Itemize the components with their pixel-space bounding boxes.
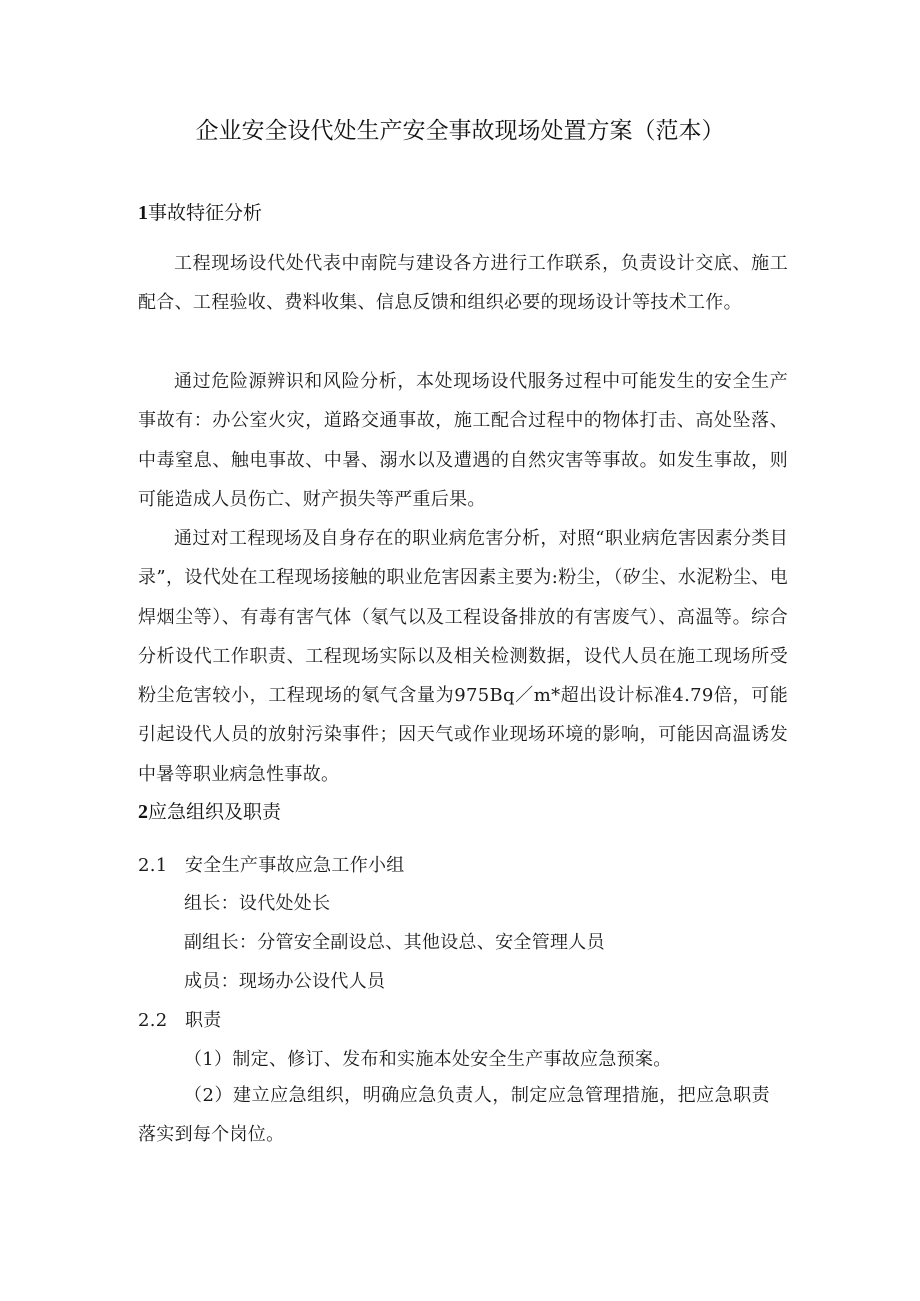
document-title: 企业安全设代处生产安全事故现场处置方案（范本） bbox=[195, 118, 725, 144]
section-1-number: 1 bbox=[138, 202, 148, 224]
subsection-2-2-title: 职责 bbox=[185, 1010, 222, 1031]
team-deputy-line: 副组长：分管安全副设总、其他设总、安全管理人员 bbox=[184, 932, 605, 953]
subsection-2-2-heading bbox=[138, 1006, 222, 1032]
section-1-paragraph-2: 通过危险源辨识和风险分析，本处现场设代服务过程中可能发生的安全生产事故有：办公室火灾，道路交通事故，施工配合过程中的物体打击、高处坠落、中毒窒息、触电事故、中暑、溺水以及遭遇的自然灾害等事故。如发生事故，则可能造成人员伤亡、财产损失等严重后果。 bbox=[138, 371, 788, 510]
section-2-heading bbox=[138, 797, 281, 824]
subsection-2-1-heading bbox=[138, 851, 405, 877]
duty-item-2: （2）建立应急组织，明确应急负责人，制定应急管理措施，把应急职责落实到每个岗位。 bbox=[138, 1085, 770, 1146]
duty-item-1: （1）制定、修订、发布和实施本处安全生产事故应急预案。 bbox=[184, 1049, 672, 1070]
section-2-number: 2 bbox=[138, 801, 148, 823]
section-1-title: 事故特征分析 bbox=[148, 202, 263, 224]
subsection-2-1-number: 2.1 bbox=[138, 855, 168, 876]
section-1-heading bbox=[138, 198, 262, 225]
section-1-paragraph-3: 通过对工程现场及自身存在的职业病危害分析，对照“职业病危害因素分类目录”，设代处在工程现场接触的职业危害因素主要为:粉尘，（矽尘、水泥粉尘、电焊烟尘等）、有毒有害气体（氡气以及工程设备排放的有害废气）、高温等。综合分析设代工作职责、工程现场实际以及相关检测数据，设代人员在施工现场所受粉尘危害较小，工程现场的氡气含量为975Bq／m*超出设计标准4.79倍，可能引起设代人员的放射污染事件；因天气或作业现场环境的影响，可能因高温诱发中暑等职业病急性事故。 bbox=[138, 528, 788, 785]
team-leader-line: 组长：设代处处长 bbox=[184, 893, 331, 914]
section-1-paragraph-1: 工程现场设代处代表中南院与建设各方进行工作联系，负责设计交底、施工配合、工程验收、费料收集、信息反馈和组织必要的现场设计等技术工作。 bbox=[138, 253, 788, 314]
subsection-2-2-number: 2.2 bbox=[138, 1010, 168, 1031]
team-members-line: 成员：现场办公设代人员 bbox=[184, 971, 386, 992]
subsection-2-1-title: 安全生产事故应急工作小组 bbox=[185, 855, 405, 876]
section-2-title: 应急组织及职责 bbox=[148, 801, 282, 823]
